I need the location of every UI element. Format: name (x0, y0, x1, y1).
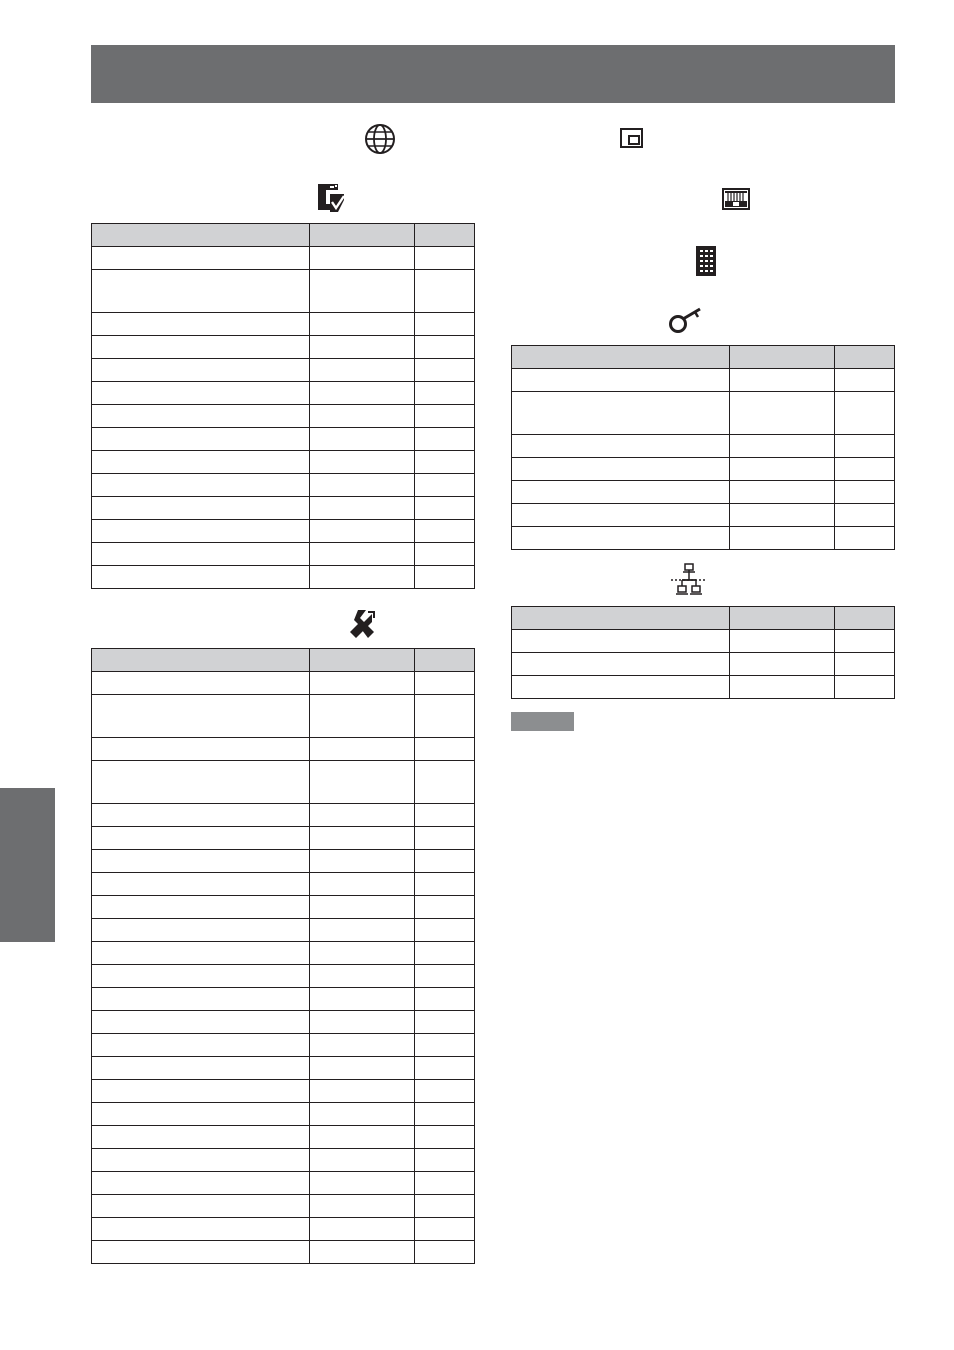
table-row (92, 1103, 475, 1126)
signal-list-icon (695, 245, 717, 277)
table-row (512, 504, 895, 527)
table-row (92, 313, 475, 336)
table-row (512, 458, 895, 481)
table-row (92, 1057, 475, 1080)
table-row (92, 428, 475, 451)
table-row (92, 1011, 475, 1034)
table-row (92, 1218, 475, 1241)
table-row (92, 1172, 475, 1195)
table-row (92, 247, 475, 270)
table-header-row (92, 224, 475, 247)
note-badge (511, 712, 574, 731)
table-row (92, 942, 475, 965)
side-tab (0, 788, 55, 942)
projector-setup-table (91, 648, 475, 1264)
table-row (512, 392, 895, 435)
table-row (92, 270, 475, 313)
table-row (92, 827, 475, 850)
table-row (92, 738, 475, 761)
table-row (512, 630, 895, 653)
key-icon (668, 306, 704, 336)
table-row (92, 965, 475, 988)
network-table (511, 606, 895, 699)
table-row (92, 804, 475, 827)
display-option-table (91, 223, 475, 589)
table-row (92, 672, 475, 695)
table-row (512, 676, 895, 699)
table-row (92, 896, 475, 919)
table-row (92, 520, 475, 543)
network-icon (670, 562, 708, 598)
table-row (92, 451, 475, 474)
table-row (92, 543, 475, 566)
table-row (92, 1080, 475, 1103)
table-row (92, 988, 475, 1011)
table-row (92, 850, 475, 873)
table-row (92, 1149, 475, 1172)
table-row (92, 761, 475, 804)
table-row (92, 405, 475, 428)
table-row (512, 527, 895, 550)
table-row (92, 359, 475, 382)
test-pattern-icon (722, 188, 750, 210)
table-header-row (92, 649, 475, 672)
security-table (511, 345, 895, 550)
table-row (92, 1241, 475, 1264)
header-bar (91, 45, 895, 103)
table-row (92, 566, 475, 589)
table-row (92, 1195, 475, 1218)
table-row (92, 873, 475, 896)
table-row (92, 474, 475, 497)
table-row (92, 497, 475, 520)
table-row (92, 382, 475, 405)
table-row (512, 481, 895, 504)
globe-icon (363, 123, 397, 155)
table-row (92, 695, 475, 738)
table-row (92, 919, 475, 942)
table-row (512, 369, 895, 392)
table-row (512, 435, 895, 458)
table-row (92, 1034, 475, 1057)
table-row (92, 1126, 475, 1149)
picture-in-picture-icon (620, 128, 644, 148)
projector-setup-icon (346, 608, 378, 642)
table-row (512, 653, 895, 676)
display-option-icon (316, 182, 348, 216)
table-header-row (512, 346, 895, 369)
table-header-row (512, 607, 895, 630)
table-row (92, 336, 475, 359)
